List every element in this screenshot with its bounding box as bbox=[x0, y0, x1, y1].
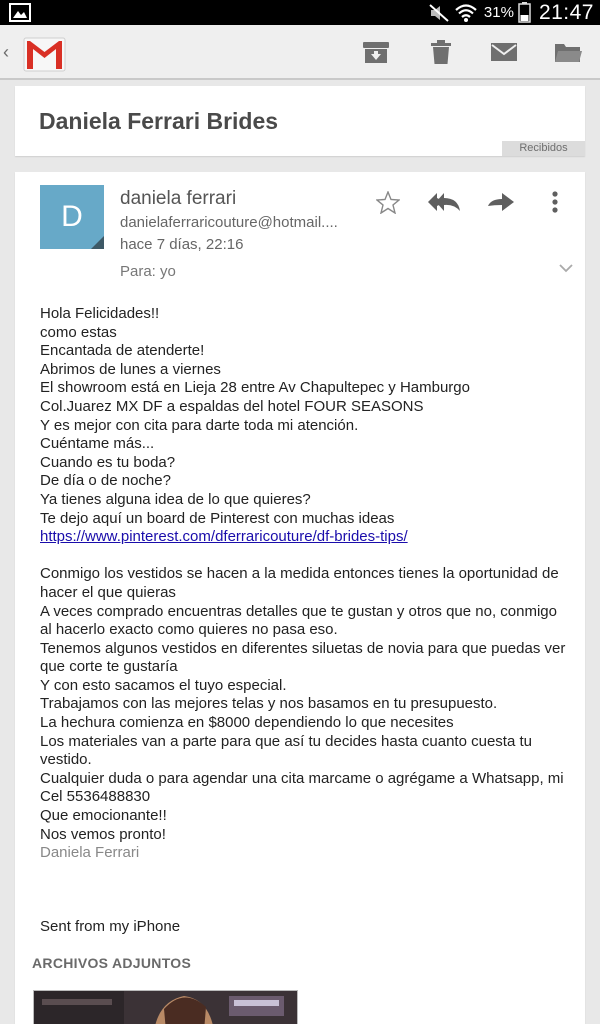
message-body bbox=[40, 305, 570, 863]
body-line: Y con esto sacamos el tuyo especial. bbox=[40, 676, 287, 694]
body-line: La hechura comienza en $8000 dependiendo lo que necesites bbox=[40, 714, 454, 732]
attachments-header: ARCHIVOS ADJUNTOS bbox=[32, 955, 192, 971]
sent-time: hace 7 días, 22:16 bbox=[120, 236, 244, 253]
body-line: Abrimos de lunes a viernes bbox=[40, 360, 221, 378]
mark-unread-icon[interactable] bbox=[489, 39, 519, 65]
body-line: Nos vemos pronto! bbox=[40, 825, 166, 843]
body-line: Col.Juarez MX DF a espaldas del hotel FOUR SEASONS bbox=[40, 397, 424, 415]
body-line: Te dejo aquí un board de Pinterest con muchas ideas bbox=[40, 509, 395, 527]
trash-icon[interactable] bbox=[426, 39, 456, 65]
chevron-down-icon[interactable] bbox=[558, 262, 574, 274]
attachment-image bbox=[34, 991, 298, 1024]
blank-line bbox=[40, 547, 570, 566]
signature: Daniela Ferrari bbox=[40, 844, 140, 862]
body-line: El showroom está en Lieja 28 entre Av Chapultepec y Hamburgo bbox=[40, 379, 470, 397]
email-subject: Daniela Ferrari Brides bbox=[39, 108, 279, 134]
action-bar bbox=[0, 25, 600, 80]
gmail-logo-icon[interactable] bbox=[22, 32, 67, 73]
body-line: Hola Felicidades!! bbox=[40, 305, 160, 322]
body-line: como estas bbox=[40, 323, 117, 341]
body-line: De día o de noche? bbox=[40, 472, 171, 490]
sent-from-line: Sent from my iPhone bbox=[40, 918, 181, 935]
body-line: Y es mejor con cita para darte toda mi atención. bbox=[40, 416, 359, 434]
avatar-corner bbox=[91, 236, 104, 249]
more-options-icon[interactable] bbox=[551, 190, 559, 214]
body-line: Que emocionante!! bbox=[40, 807, 167, 825]
chevron-left-icon[interactable]: ‹ bbox=[3, 42, 9, 62]
avatar-letter: D bbox=[61, 200, 83, 233]
sender-name[interactable]: daniela ferrari bbox=[120, 188, 237, 209]
message-card bbox=[15, 172, 585, 1024]
avatar[interactable] bbox=[40, 185, 104, 249]
body-line: Conmigo los vestidos se hacen a la medida entonces tienes la oportunidad de hacer el que quieras bbox=[40, 565, 559, 601]
body-line: Cuéntame más... bbox=[40, 435, 155, 453]
body-line: Trabajamos con las mejores telas y nos basamos en tu presupuesto. bbox=[40, 695, 498, 713]
star-icon[interactable] bbox=[376, 191, 400, 214]
body-line: Ya tienes alguna idea de lo que quieres? bbox=[40, 490, 311, 508]
move-folder-icon[interactable] bbox=[553, 39, 583, 65]
reply-all-icon[interactable] bbox=[427, 190, 461, 214]
body-line: Cuando es tu boda? bbox=[40, 453, 176, 471]
inbox-label-chip[interactable]: Recibidos bbox=[502, 141, 585, 156]
image-notification-icon bbox=[9, 3, 31, 22]
sender-email: danielaferraricouture@hotmail.... bbox=[120, 214, 338, 231]
battery-icon bbox=[518, 2, 531, 23]
pinterest-link[interactable]: https://www.pinterest.com/dferraricouture/df-brides-tips/ bbox=[40, 528, 408, 546]
recipient-line[interactable]: Para: yo bbox=[120, 263, 176, 280]
wifi-icon bbox=[454, 3, 478, 23]
mute-icon bbox=[428, 3, 450, 23]
body-line: A veces comprado encuentras detalles que te gustan y otros que no, conmigo al hacerlo exacto como quieres no pasa eso. bbox=[40, 602, 557, 639]
attachment-thumbnail[interactable] bbox=[33, 990, 298, 1024]
subject-card bbox=[15, 86, 585, 156]
archive-icon[interactable] bbox=[361, 39, 391, 65]
body-line: Encantada de atenderte! bbox=[40, 342, 205, 360]
body-line: Cualquier duda o para agendar una cita marcame o agrégame a Whatsapp, mi Cel 5536488830 bbox=[40, 769, 564, 806]
clock: 21:47 bbox=[538, 0, 594, 24]
body-line: Tenemos algunos vestidos en diferentes siluetas de novia para que puedas ver que corte te gustaría bbox=[40, 639, 566, 676]
status-bar bbox=[0, 0, 600, 25]
body-line: Los materiales van a parte para que así tu decides hasta cuanto cuesta tu vestido. bbox=[40, 732, 532, 769]
battery-percent: 31% bbox=[483, 4, 514, 21]
forward-icon[interactable] bbox=[487, 191, 515, 213]
